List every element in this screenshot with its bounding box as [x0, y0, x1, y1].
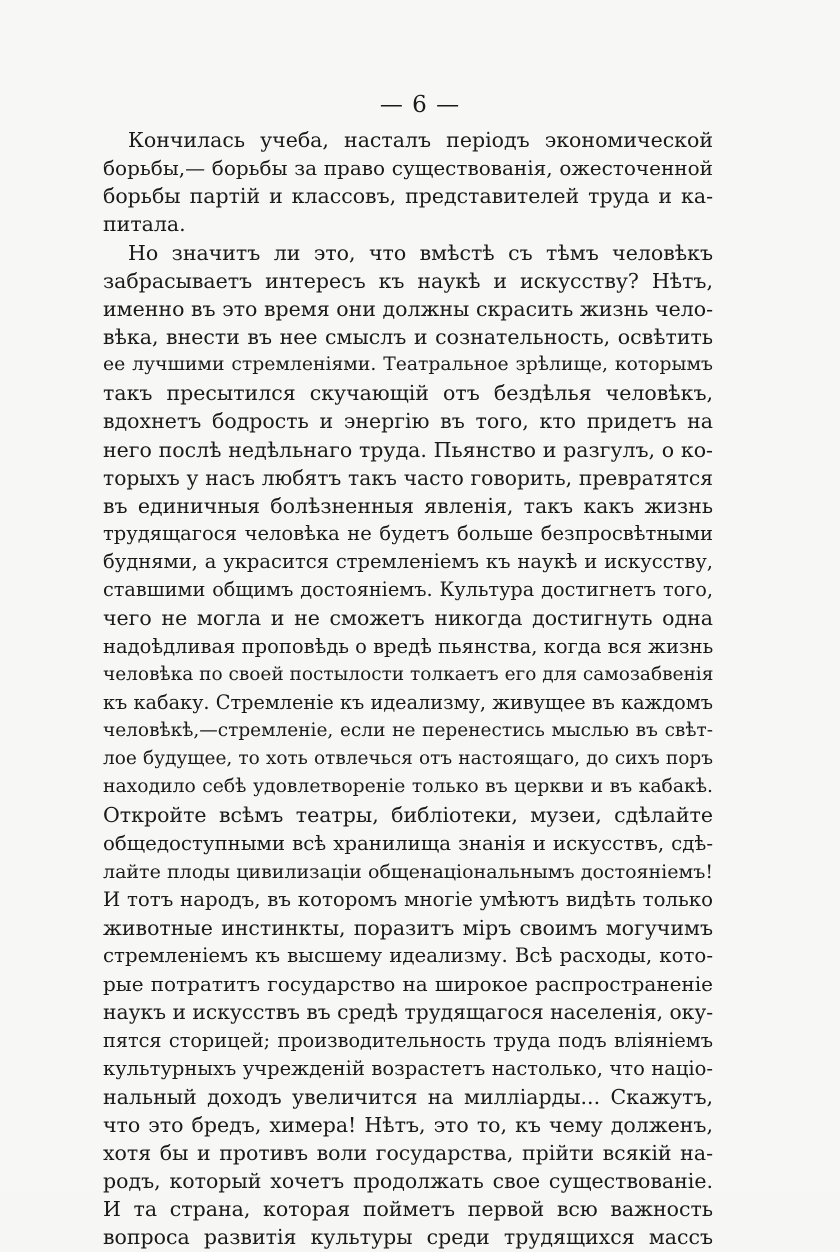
text-line: торыхъ у насъ любятъ такъ часто говорить, превратятся [103, 465, 713, 490]
text-line: пятся сторицей; производительность труда подъ вліяніемъ [103, 1028, 713, 1052]
text-line: культурныхъ учрежденій возрастетъ настолько, что націо- [103, 1056, 713, 1080]
text-line: именно въ это время они должны скрасить жизнь чело- [103, 296, 713, 321]
text-line: трудящагося человѣка не будетъ больше безпросвѣтными [103, 521, 713, 545]
text-line: лое будущее, то хоть отвлечься отъ настоящаго, до сихъ поръ [103, 748, 713, 770]
text-line: животные инстинкты, поразитъ міръ своимъ могучимъ [103, 915, 713, 940]
text-line: стремленіемъ къ высшему идеализму. Всѣ расходы, кото- [103, 944, 713, 968]
text-line: ее лучшими стремленіями. Театральное зрѣлище, которымъ [103, 354, 713, 376]
text-line: рые потратитъ государство на широкое распространеніе [103, 972, 713, 997]
text-line: къ кабаку. Стремленіе къ идеализму, живущее въ каждомъ [103, 690, 713, 714]
text-line: Откройте всѣмъ театры, библіотеки, музеи, сдѣлайте [103, 803, 713, 828]
text-line: борьбы партій и классовъ, представителей труда и ка- [103, 184, 713, 209]
text-line: наукъ и искусствъ въ средѣ трудящагося населенія, оку- [103, 1000, 714, 1025]
text-line: вопроса развитія культуры среди трудящихся массъ [103, 1225, 713, 1250]
text-line: надоѣдливая проповѣдь о вредѣ пьянства, когда вся жизнь [103, 634, 714, 658]
text-line: Кончилась учеба, насталъ періодъ экономической [128, 128, 713, 152]
page-number: — 6 — [379, 92, 461, 118]
text-line: человѣкѣ,—стремленіе, если не перенестись мыслью въ свѣт- [103, 719, 713, 741]
text-line: борьбы,— борьбы за право существованія, ожесточенной [103, 156, 713, 181]
text-line: вдохнетъ бодрость и энергію въ того, кто придетъ на [103, 409, 713, 434]
text-line: Но значитъ ли это, что вмѣстѣ съ тѣмъ человѣкъ [128, 240, 713, 265]
text-line: него послѣ недѣльнаго труда. Пьянство и разгулъ, о ко- [103, 437, 713, 462]
text-line: И та страна, которая пойметъ первой всю важность [103, 1197, 713, 1222]
text-line: находило себѣ удовлетвореніе только въ церкви и въ кабакѣ. [103, 776, 713, 798]
text-line: вѣка, внести въ нее смыслъ и сознательность, освѣтить [103, 324, 713, 349]
text-line: хотя бы и противъ воли государства, прійти всякій на- [103, 1141, 713, 1166]
text-line: что это бредъ, химера! Нѣтъ, это то, къ чему долженъ, [103, 1112, 713, 1137]
text-line: нальный доходъ увеличится на милліарды... Скажутъ, [103, 1084, 713, 1109]
text-line: лайте плоды цивилизаціи общенаціональнымъ достояніемъ! [103, 860, 713, 883]
text-line: буднями, а украсится стремленіемъ къ наукѣ и искусству, [103, 550, 713, 574]
text-line: такъ пресытился скучающій отъ бездѣлья человѣкъ, [103, 381, 713, 406]
text-line: ставшими общимъ достояніемъ. Культура достигнетъ того, [103, 578, 713, 602]
text-line: питала. [103, 212, 186, 237]
text-line: человѣка по своей постылости толкаетъ его для самозабвенія [103, 663, 714, 685]
text-line: И тотъ народъ, въ которомъ многіе умѣютъ видѣть только [103, 887, 713, 911]
text-line: чего не могла и не сможетъ никогда достигнуть одна [103, 606, 713, 631]
text-line: общедоступными всѣ хранилища знанія и искусствъ, сдѣ- [103, 831, 713, 855]
text-line: родъ, который хочетъ продолжать свое существованіе. [103, 1169, 713, 1194]
text-line: забрасываетъ интересъ къ наукѣ и искусству? Нѣтъ, [103, 268, 713, 293]
body-text [103, 126, 713, 1252]
text-line: въ единичныя болѣзненныя явленія, такъ какъ жизнь [103, 493, 713, 518]
